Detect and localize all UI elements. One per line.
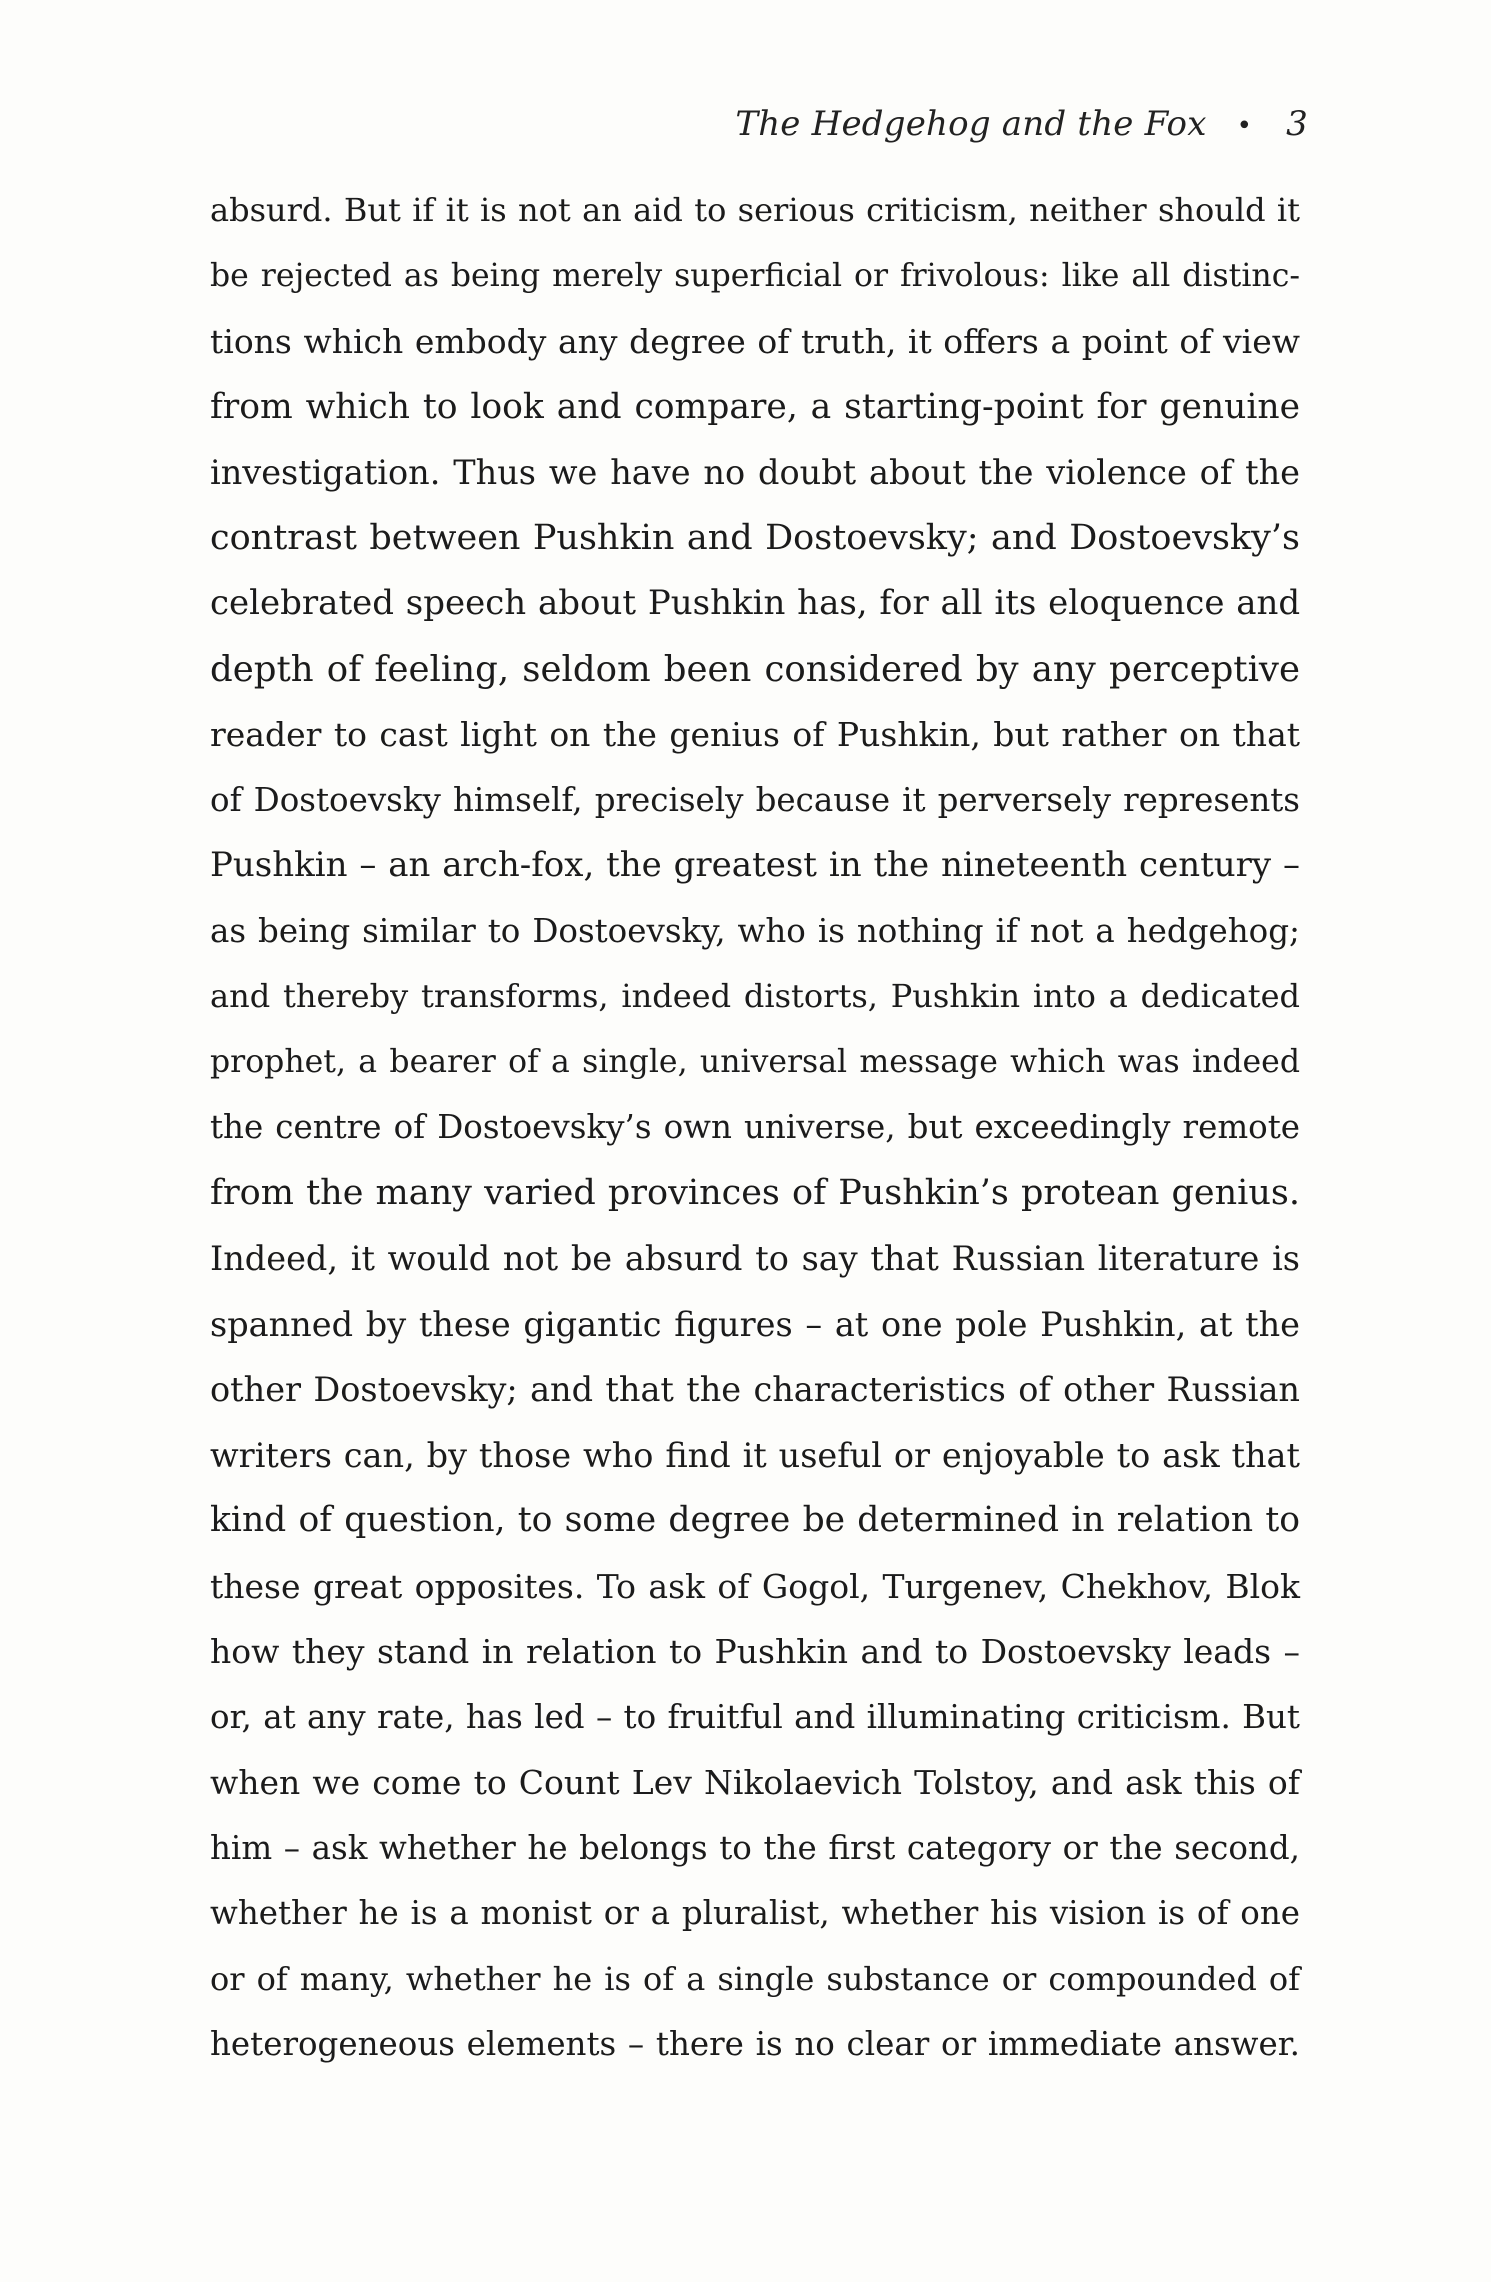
body-text xyxy=(210,178,1300,2078)
text-line: depth of feeling, seldom been considered by any perceptive xyxy=(210,648,1300,690)
text-line: celebrated speech about Pushkin has, for all its eloquence and xyxy=(210,583,1301,623)
text-line: investigation. Thus we have no doubt about the violence of the xyxy=(210,453,1300,492)
text-line: these great opposites. To ask of Gogol, Turgenev, Chekhov, Blok xyxy=(210,1566,1300,1606)
text-line: from which to look and compare, a starting-point for genuine xyxy=(210,386,1300,427)
text-line: be rejected as being merely superficial or frivolous: like all distinc- xyxy=(210,257,1300,294)
text-line: the centre of Dostoevsky’s own universe, but exceedingly remote xyxy=(210,1108,1300,1146)
running-header xyxy=(735,104,1308,144)
text-line: or of many, whether he is of a single substance or compounded of xyxy=(210,1959,1300,1998)
text-line: contrast between Pushkin and Dostoevsky; and Dostoevsky’s xyxy=(210,517,1300,558)
text-line: or, at any rate, has led – to fruitful and illuminating criticism. But xyxy=(210,1697,1300,1736)
text-line: Indeed, it would not be absurd to say that Russian literature is xyxy=(210,1239,1300,1278)
text-line: absurd. But if it is not an aid to serious criticism, neither should it xyxy=(210,191,1300,229)
text-line: prophet, a bearer of a single, universal message which was indeed xyxy=(210,1043,1300,1080)
text-line: how they stand in relation to Pushkin and to Dostoevsky leads – xyxy=(210,1632,1300,1671)
text-line: reader to cast light on the genius of Pushkin, but rather on that xyxy=(210,715,1300,754)
running-title: The Hedgehog and the Fox xyxy=(735,104,1207,144)
text-line: other Dostoevsky; and that the characteristics of other Russian xyxy=(210,1370,1300,1409)
text-line: writers can, by those who find it useful or enjoyable to ask that xyxy=(210,1435,1300,1475)
text-line: tions which embody any degree of truth, it offers a point of view xyxy=(210,322,1300,361)
text-line: as being similar to Dostoevsky, who is nothing if not a hedgehog; xyxy=(210,911,1300,950)
text-line: of Dostoevsky himself, precisely because it perversely represents xyxy=(210,780,1300,819)
header-separator: • xyxy=(1236,111,1253,141)
text-line: whether he is a monist or a pluralist, whether his vision is of one xyxy=(210,1894,1300,1932)
text-line: Pushkin – an arch-fox, the greatest in the nineteenth century – xyxy=(210,845,1300,885)
text-line: from the many varied provinces of Pushkin’s protean genius. xyxy=(210,1172,1300,1213)
text-line: kind of question, to some degree be determined in relation to xyxy=(210,1500,1300,1540)
text-line: him – ask whether he belongs to the first category or the second, xyxy=(210,1828,1300,1867)
text-line: spanned by these gigantic figures – at one pole Pushkin, at the xyxy=(210,1304,1300,1344)
text-line: heterogeneous elements – there is no clear or immediate answer. xyxy=(210,2025,1300,2063)
text-line: when we come to Count Lev Nikolaevich Tolstoy, and ask this of xyxy=(210,1763,1300,1802)
page-number: 3 xyxy=(1286,104,1308,144)
text-line: and thereby transforms, indeed distorts, Pushkin into a dedicated xyxy=(210,977,1300,1015)
